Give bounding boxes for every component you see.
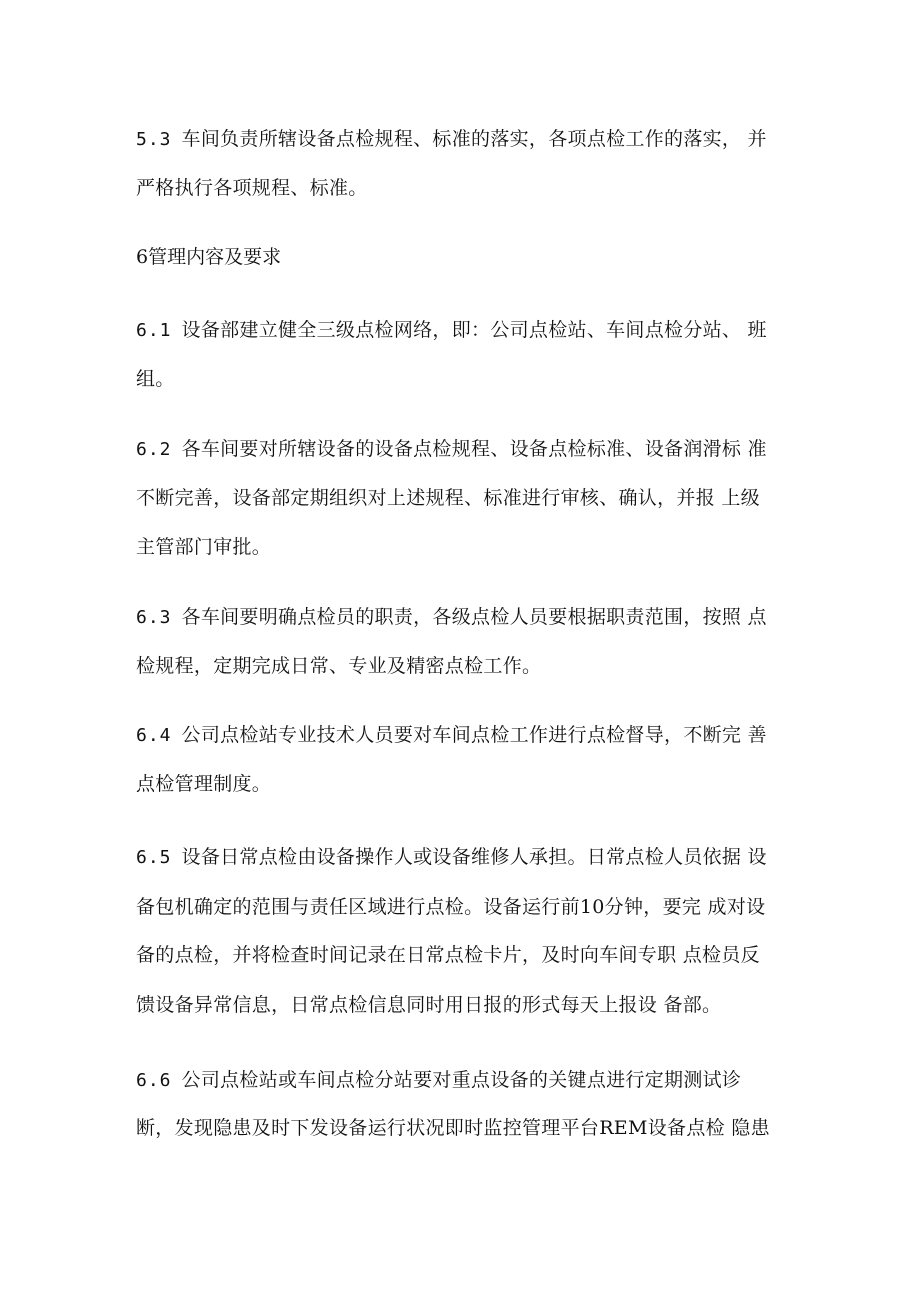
section-6-4-line-2: 点检管理制度。 [136,773,272,795]
section-number: 6.5 [136,847,172,868]
section-5-3-line-1 [136,126,767,153]
section-6-6-line-1 [136,1067,741,1094]
paragraph-text: 各车间要明确点检员的职责，各级点检人员要根据职责范围，按照 点 [181,606,767,628]
section-number: 6.2 [136,439,172,460]
section-6-3-line-2: 检规程，定期完成日常、专业及精密点检工作。 [136,655,542,677]
section-6-5-line-1 [136,844,767,871]
section-number: 6.4 [136,725,172,746]
section-6-3-line-1 [136,604,767,631]
section-6-4-line-1 [136,722,767,749]
section-6-5-line-3: 备的点检，并将检查时间记录在日常点检卡片，及时向车间专职 点检员反 [136,944,760,966]
section-number: 6.6 [136,1070,172,1091]
section-6-2-line-1 [136,436,767,463]
section-6-1-line-1 [136,317,767,344]
paragraph-text: 车间负责所辖设备点检规程、标准的落实，各项点检工作的落实， 并 [181,128,767,150]
section-number: 6.3 [136,607,172,628]
section-5-3-line-2: 严格执行各项规程、标准。 [136,177,368,199]
section-6-6-line-2: 断，发现隐患及时下发设备运行状况即时监控管理平台REM设备点检 隐患 [136,1117,770,1139]
section-number: 5.3 [136,129,172,150]
paragraph-text: 设备部建立健全三级点检网络，即：公司点检站、车间点检分站、 班 [181,319,767,341]
section-6-2-line-3: 主管部门审批。 [136,536,272,558]
paragraph-text: 设备日常点检由设备操作人或设备维修人承担。日常点检人员依据 设 [181,846,767,868]
section-6-5-line-4: 馈设备异常信息，日常点检信息同时用日报的形式每天上报设 备部。 [136,994,722,1016]
section-6-2-line-2: 不断完善，设备部定期组织对上述规程、标准进行审核、确认，并报 上级 [136,487,760,509]
section-number: 6.1 [136,320,172,341]
paragraph-text: 公司点检站或车间点检分站要对重点设备的关键点进行定期测试诊 [181,1069,742,1091]
section-6-1-line-2: 组。 [136,368,175,390]
paragraph-text: 各车间要对所辖设备的设备点检规程、设备点检标准、设备润滑标 准 [181,438,767,460]
section-6-5-line-2: 备包机确定的范围与责任区域进行点检。设备运行前10分钟，要完 成对设 [136,896,766,918]
section-heading-6: 6管理内容及要求 [136,246,282,268]
paragraph-text: 公司点检站专业技术人员要对车间点检工作进行点检督导，不断完 善 [181,724,767,746]
